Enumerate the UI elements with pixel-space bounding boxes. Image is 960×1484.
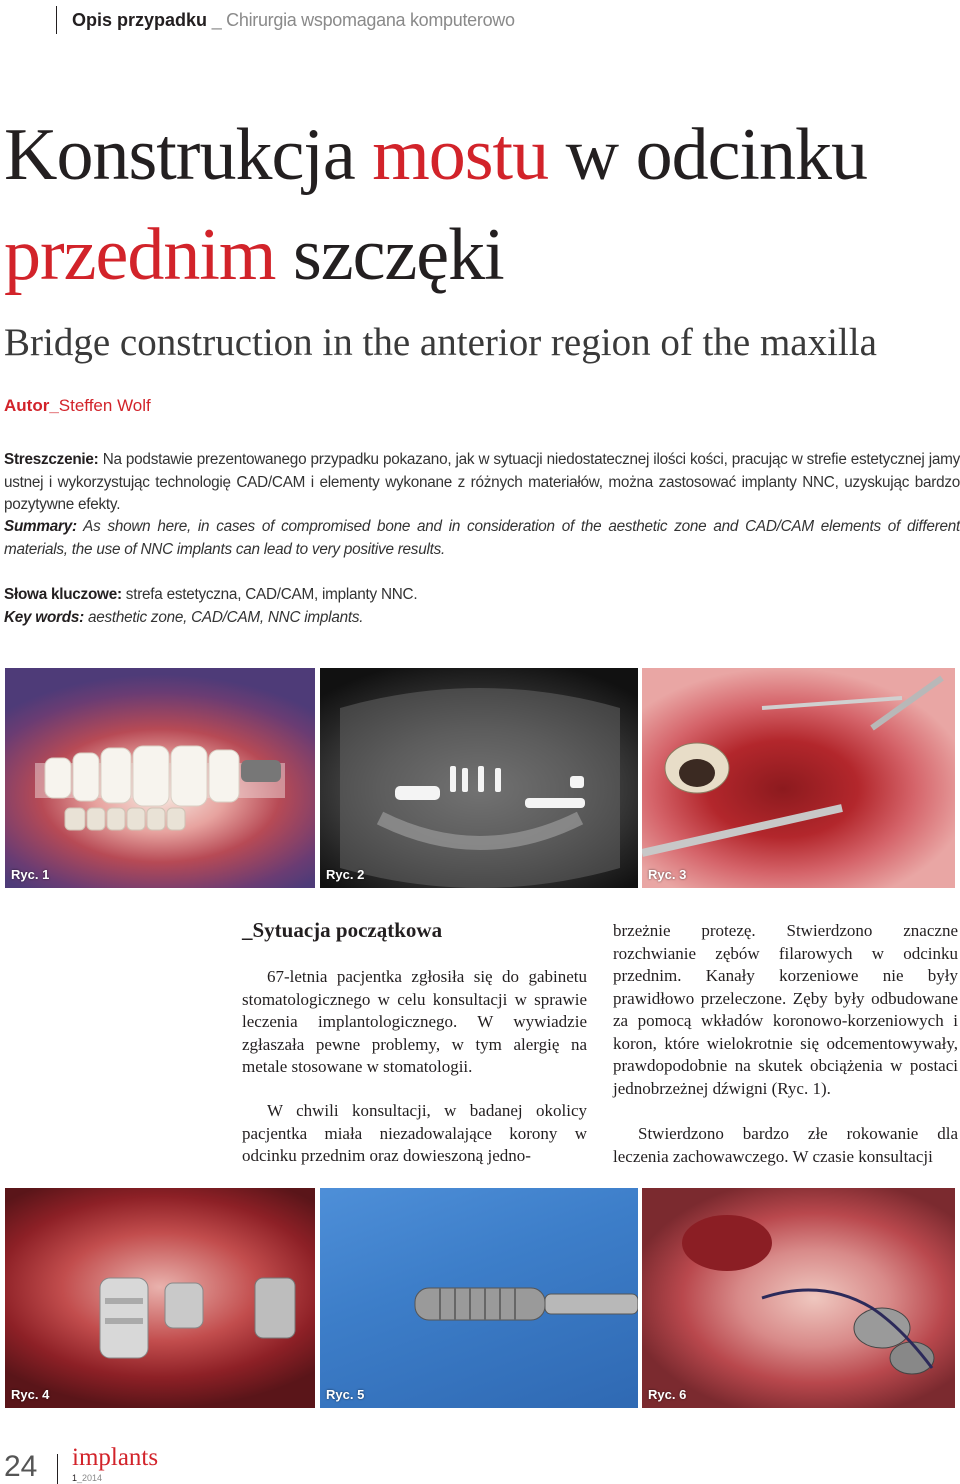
figure-2-xray [320,668,638,888]
abstract-label: Streszczenie: [4,451,99,468]
header-separator: _ [207,10,227,30]
abstract-english [4,516,960,561]
figure-3-photo [642,668,955,888]
article-title-line-1 [4,114,867,196]
figure-1-caption: Ryc. 1 [11,867,50,882]
author-name: Steffen Wolf [58,396,151,415]
abutments-illustration [5,1188,315,1408]
summary-text: As shown here, in cases of compromised bone and in consideration of the aesthetic zone and CAD/CAM elements of different materials, the use of NNC implants can lead to very positive results. [4,518,960,558]
title-text: szczęki [275,214,504,296]
body-paragraph: Stwierdzono bardzo złe rokowanie dla leczenia zachowawczego. W czasie konsultacji [613,1124,958,1166]
title-highlight: przednim [4,214,276,296]
xray-illustration [320,668,638,888]
keywords-polish [4,584,960,607]
author-label: Autor_ [4,396,59,415]
page-number: 24 [4,1450,38,1483]
article-subtitle: Bridge construction in the anterior region of the maxilla [4,321,877,364]
figure-6-photo [642,1188,955,1408]
article-title-line-2 [4,214,504,296]
footer-rule [57,1454,58,1484]
figure-2-caption: Ryc. 2 [326,867,365,882]
figure-4-caption: Ryc. 4 [11,1387,50,1402]
issue-label [72,1473,102,1483]
keywords-label: Słowa kluczowe: [4,586,122,603]
figure-5-photo [320,1188,638,1408]
issue-year: _2014 [77,1473,103,1483]
running-header [72,10,515,31]
abstract-polish [4,449,960,517]
issue-number: 1 [72,1473,78,1483]
figure-5-caption: Ryc. 5 [326,1387,365,1402]
summary-label: Summary: [4,518,77,535]
figure-4-photo [5,1188,315,1408]
implant-illustration [320,1188,638,1408]
keywords-label: Key words: [4,609,84,626]
title-text: w odcinku [548,114,867,196]
header-subsection: Chirurgia wspomagana komputerowo [226,10,515,30]
keywords-text: aesthetic zone, CAD/CAM, NNC implants. [83,609,364,626]
title-highlight: mostu [372,114,549,196]
body-paragraph: 67-letnia pacjentka zgłosiła się do gabinetu stomatologicznego w celu konsultacji w sprawie leczenia implantologicznego. W wywiadzie zgłaszała pewne problemy, w tym alergię na metale stosowane w stomatologii. [242,967,587,1076]
body-paragraph: W chwili konsultacji, w badanej okolicy pacjentka miała niezadowalające korony w odcinku przednim oraz dowieszoną jedno- [242,1101,587,1165]
surgery-illustration [642,668,955,888]
keywords-text: strefa estetyczna, CAD/CAM, implanty NNC. [121,586,418,603]
figure-1-photo [5,668,315,888]
teeth-illustration [5,668,315,888]
magazine-name: implants [72,1444,159,1471]
author-line [4,396,151,416]
title-text: Konstrukcja [4,114,373,196]
sutures-illustration [642,1188,955,1408]
section-heading: _Sytuacja początkowa [242,918,443,942]
figure-3-caption: Ryc. 3 [648,867,687,882]
header-rule [56,6,57,34]
header-section: Opis przypadku [72,10,208,30]
abstract-text: Na podstawie prezentowanego przypadku pokazano, jak w sytuacji niedostatecznej ilości kości, pracując w strefie estetycznej jamy ustnej i wykorzystując technologię CAD/CAM i elementy wykonane z różnych materiałów, można zastosować implanty NNC, uzyskując bardzo pozytywne efekty. [4,451,960,513]
body-paragraph: brzeżnie protezę. Stwierdzono znaczne rozchwianie zębów filarowych w odcinku przednim. Kanały korzeniowe nie były prawidłowo przeleczone. Zęby były odbudowane za pomocą wkładów koronowo-korzeniowych i koron, które wielokrotnie się odcementowywały, prawdopodobnie na skutek obciążenia w postaci jednobrzeżnej dźwigni (Ryc. 1). [613,921,958,1098]
keywords-english [4,607,960,630]
figure-6-caption: Ryc. 6 [648,1387,687,1402]
